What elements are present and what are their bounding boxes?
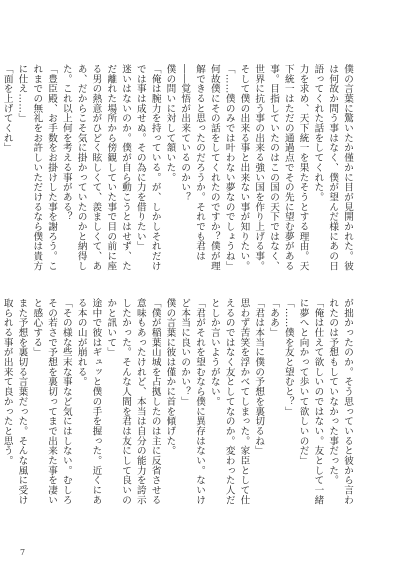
- paragraph: 迷いはないのか。僕が自ら動こうとはせず、ただ離れた場所から傍観していた事で目の前に座る男の熱意がひどく眩しくて、羨ましくて、ああ、だからこそ気に掛かっていたのかと納得した。これ以上何を考える事がある？: [60, 64, 132, 271]
- paragraph: 「君は本当に僕の予想を裏切るね」: [253, 298, 265, 456]
- paragraph: 思わず苦笑を浮かべてしまった。家臣として仕えるのではなく友としてなのか。変わった人だとしか言いようがない。: [208, 298, 250, 505]
- page-number: 7: [20, 548, 26, 557]
- paragraph: 僕の問いに対して頷いた。: [164, 64, 176, 183]
- paragraph: 「その様な些末な事など気にはしない。むしろその若さで予想を裏切ってまで出来た事を凄いと感心する」: [31, 298, 72, 505]
- paragraph: 「ああ」: [268, 298, 280, 338]
- paragraph: また予想を裏切る言葉だった。そんな風に受け取られる事が出来て良かったと思う。: [1, 298, 28, 505]
- paragraph: 「……僕を友と望むと？」: [282, 298, 294, 417]
- paragraph: 何故僕にその話をしてくれたのですか？僕が理解できると思ったのだろうか。それでも君は――覚悟が出来ているのかい？: [179, 64, 220, 271]
- paragraph: 途中で彼はギュッと僕の手を握った。近くにある本の山が崩れる。: [75, 298, 102, 505]
- paragraph: 僕の言葉に彼は僅かに首を傾げた。: [164, 298, 176, 456]
- upper-text-block: [1, 64, 354, 272]
- paragraph: 「君がそれを望むなら僕に異存はない。ないけど本当に良いのかい？」: [179, 298, 206, 505]
- paragraph: 僕の言葉に驚いたか僅かに目が見開かれた。彼は何故か問う事はなく、僕が望んだ様にあの日語ってくれた話をしてくれた。: [312, 64, 353, 271]
- paragraph: 力を求め、天下統一を果たそうとする理由。天下統一はただの通過点でその先に望む夢がある事。目指していたのはこの国の天下ではなく、世界に抗う事の出来る強い国を作り上げる事。そして僕の出来る事と出来ない事が知りたい。: [238, 64, 309, 271]
- paragraph: 「……僕のみでは叶わない夢なのでしょうね」: [223, 64, 235, 271]
- paragraph: 「俺は仕えて欲しいのではない。友として一緒に夢へと向かって歩いて欲しいのだ」: [297, 298, 324, 505]
- paragraph: 「面を上げてくれ」: [1, 64, 13, 153]
- paragraph: 「豊臣殿、お手数をお掛けした事を謝ろう。これまでの無礼をお許しいただけるなら僕は貴方に仕え……」: [16, 64, 58, 271]
- lower-text-block: [1, 298, 354, 508]
- paragraph: が拙かったのか。そう思っていると彼から言われたのは予想もしていなかった事だった。: [327, 298, 353, 505]
- paragraph: 「俺は腕力を持っている。が、しかしそれだけでは事は成せぬ。その為に力を借りたい」: [134, 64, 161, 271]
- paragraph: 「僕が稲葉山城を占拠したのは主に反省させる意味もあったけれど、本当は自分の能力を誇示したかった。そんな人間を君は友にして良いのかと訊いて」: [105, 298, 161, 505]
